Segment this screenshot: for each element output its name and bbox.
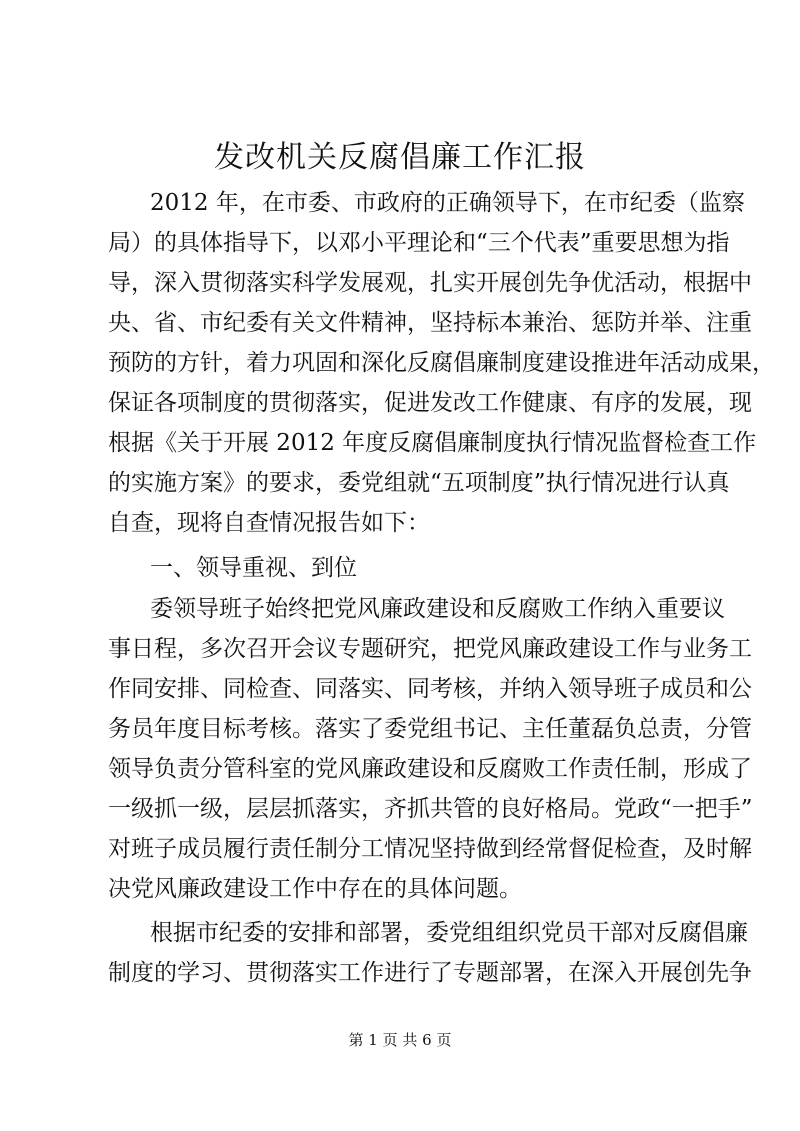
paragraph-line: 一级抓一级，层层抓落实，齐抓共管的良好格局。党政“一把手”: [108, 796, 753, 822]
paragraph-line: 务员年度目标考核。落实了委党组书记、主任董磊负总责，分管: [108, 716, 752, 742]
paragraph-line: 导，深入贯彻落实科学发展观，扎实开展创先争优活动，根据中: [108, 270, 752, 296]
paragraph-line: 领导负责分管科室的党风廉政建设和反腐败工作责任制，形成了: [108, 756, 752, 782]
document-title: 发改机关反腐倡廉工作汇报: [214, 140, 586, 175]
section-heading: 一、领导重视、到位: [150, 555, 357, 581]
paragraph-line: 2012 年，在市委、市政府的正确领导下，在市纪委（监察: [150, 190, 745, 216]
paragraph-line: 事日程，多次召开会议专题研究，把党风廉政建设工作与业务工: [108, 636, 752, 662]
paragraph-line: 根据市纪委的安排和部署，委党组组织党员干部对反腐倡廉: [150, 920, 748, 946]
paragraph-line: 预防的方针，着力巩固和深化反腐倡廉制度建设推进年活动成果，: [108, 350, 775, 376]
paragraph-line: 自查，现将自查情况报告如下：: [108, 510, 430, 536]
paragraph-line: 决党风廉政建设工作中存在的具体问题。: [108, 876, 522, 902]
paragraph-line: 委领导班子始终把党风廉政建设和反腐败工作纳入重要议: [150, 596, 725, 622]
paragraph-line: 的实施方案》的要求，委党组就“五项制度”执行情况进行认真: [108, 470, 730, 496]
paragraph-line: 制度的学习、贯彻落实工作进行了专题部署，在深入开展创先争: [108, 960, 752, 986]
paragraph-line: 根据《关于开展 2012 年度反腐倡廉制度执行情况监督检查工作: [108, 430, 757, 456]
page-footer: 第 1 页 共 6 页: [348, 1031, 452, 1049]
paragraph-line: 作同安排、同检查、同落实、同考核，并纳入领导班子成员和公: [108, 676, 752, 702]
paragraph-line: 保证各项制度的贯彻落实，促进发改工作健康、有序的发展，现: [108, 390, 752, 416]
paragraph-line: 局）的具体指导下，以邓小平理论和“三个代表”重要思想为指: [108, 230, 730, 256]
paragraph-line: 对班子成员履行责任制分工情况坚持做到经常督促检查，及时解: [108, 836, 752, 862]
paragraph-line: 央、省、市纪委有关文件精神，坚持标本兼治、惩防并举、注重: [108, 310, 752, 336]
